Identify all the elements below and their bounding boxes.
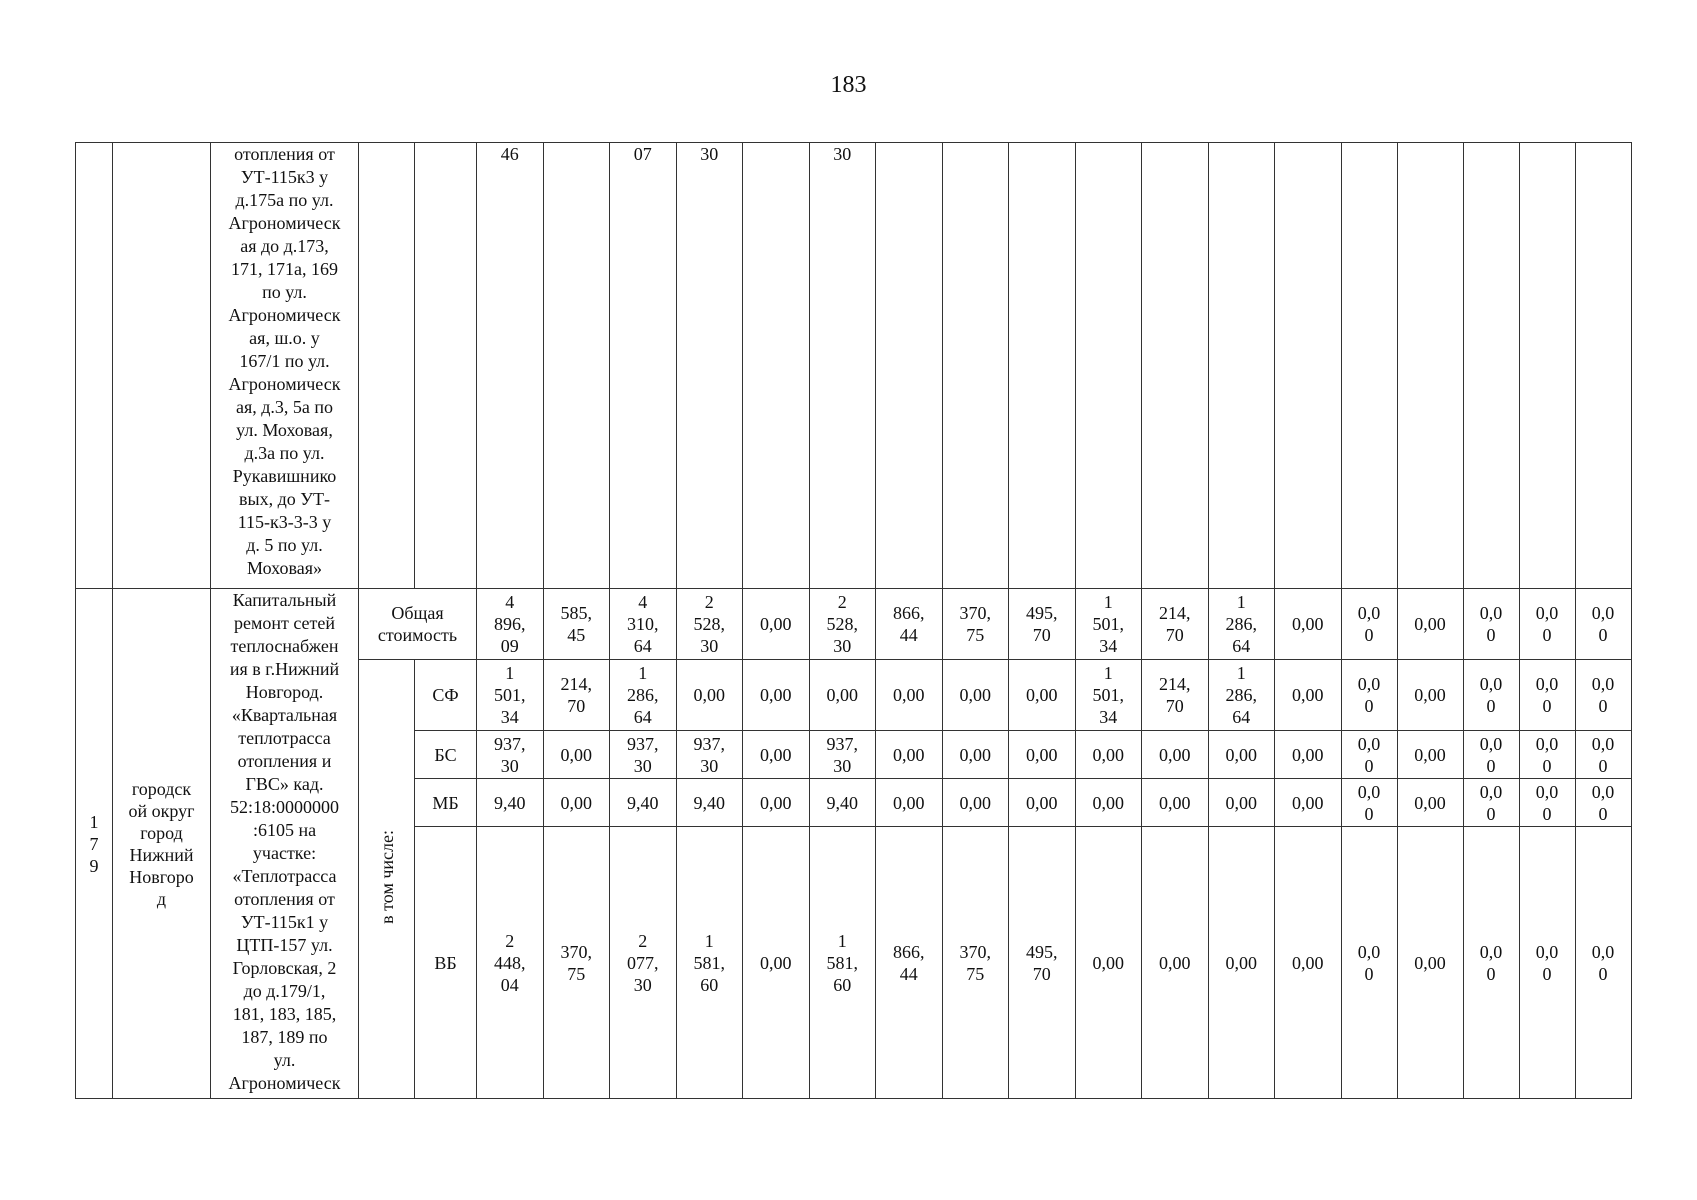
municipality-cell <box>113 143 211 589</box>
source-value: 214, 70 <box>543 660 610 731</box>
source-value: 0,00 <box>1075 827 1142 1099</box>
source-value: 0,00 <box>1208 731 1275 779</box>
source-value: 0,00 <box>1142 827 1209 1099</box>
description-cell: отопления от УТ-115к3 у д.175а по ул. Агрономическ ая до д.173, 171, 171а, 169 по ул. Агрономическ ая, ш.о. у 167/1 по ул. Агрономическ ая, д.3, 5а по ул. Моховая, д.3а по ул. Рукавишнико вых, до УТ- 115-к3-3-3 у д. 5 по ул. Моховая» <box>211 143 359 589</box>
source-value: 0,00 <box>1009 779 1076 827</box>
continuation-row <box>76 143 1632 589</box>
source-value: 1 286, 64 <box>1208 660 1275 731</box>
page-number: 183 <box>830 72 867 98</box>
value-cell <box>1575 143 1631 589</box>
value-cell <box>1142 143 1209 589</box>
source-value: 0,00 <box>1397 827 1463 1099</box>
value-cell: 46 <box>477 143 544 589</box>
source-code-cell <box>415 143 477 589</box>
source-value: 0,00 <box>1397 731 1463 779</box>
total-value: 2 528, 30 <box>809 589 876 660</box>
source-code: ВБ <box>415 827 477 1099</box>
total-row <box>76 589 1632 660</box>
total-value: 0,00 <box>1397 589 1463 660</box>
source-value: 0,00 <box>1208 779 1275 827</box>
source-value: 0,00 <box>1009 731 1076 779</box>
value-cell <box>1009 143 1076 589</box>
number-cell <box>76 143 113 589</box>
source-value: 0,00 <box>1275 827 1342 1099</box>
source-value: 0,00 <box>743 827 810 1099</box>
value-cell <box>1208 143 1275 589</box>
total-value: 866, 44 <box>876 589 943 660</box>
source-code: СФ <box>415 660 477 731</box>
source-code: БС <box>415 731 477 779</box>
total-value: 0,0 0 <box>1575 589 1631 660</box>
value-cell <box>942 143 1009 589</box>
source-value: 0,00 <box>1142 731 1209 779</box>
source-value: 937, 30 <box>809 731 876 779</box>
value-cell <box>1275 143 1342 589</box>
source-value: 495, 70 <box>1009 827 1076 1099</box>
total-value: 585, 45 <box>543 589 610 660</box>
source-group-cell <box>359 143 415 589</box>
source-value: 937, 30 <box>477 731 544 779</box>
source-value: 0,0 0 <box>1463 779 1519 827</box>
source-value: 0,00 <box>743 731 810 779</box>
total-value: 214, 70 <box>1142 589 1209 660</box>
total-value: 4 896, 09 <box>477 589 544 660</box>
source-value: 214, 70 <box>1142 660 1209 731</box>
source-value: 9,40 <box>809 779 876 827</box>
value-cell <box>1463 143 1519 589</box>
including-label: в том числе: <box>376 829 397 924</box>
total-value: 2 528, 30 <box>676 589 743 660</box>
including-label-cell <box>359 660 415 1099</box>
source-value: 0,00 <box>1142 779 1209 827</box>
total-value: 0,0 0 <box>1341 589 1397 660</box>
source-value: 0,0 0 <box>1463 731 1519 779</box>
source-value: 9,40 <box>477 779 544 827</box>
source-value: 2 077, 30 <box>610 827 677 1099</box>
total-value: 0,00 <box>1275 589 1342 660</box>
source-value: 370, 75 <box>543 827 610 1099</box>
source-value: 0,00 <box>1275 660 1342 731</box>
project-description: Капитальный ремонт сетей теплоснабжен ия в г.Нижний Новгород. «Квартальная теплотрасса отопления и ГВС» кад. 52:18:0000000 :6105 на участке: «Теплотрасса отопления от УТ-115к1 у ЦТП-157 ул. Горловская, 2 до д.179/1, 181, 183, 185, 187, 189 по ул. Агрономическ <box>211 589 359 1099</box>
value-cell <box>743 143 810 589</box>
total-value: 1 286, 64 <box>1208 589 1275 660</box>
source-value: 0,0 0 <box>1519 731 1575 779</box>
source-value: 0,0 0 <box>1575 660 1631 731</box>
source-value: 0,00 <box>676 660 743 731</box>
source-value: 0,00 <box>1208 827 1275 1099</box>
value-cell <box>543 143 610 589</box>
source-value: 0,0 0 <box>1519 827 1575 1099</box>
total-value: 495, 70 <box>1009 589 1076 660</box>
total-value: 0,0 0 <box>1519 589 1575 660</box>
source-value: 0,0 0 <box>1575 779 1631 827</box>
source-value: 370, 75 <box>942 827 1009 1099</box>
source-value: 0,00 <box>942 731 1009 779</box>
value-cell: 30 <box>809 143 876 589</box>
source-value: 2 448, 04 <box>477 827 544 1099</box>
source-value: 0,00 <box>1075 779 1142 827</box>
total-value: 4 310, 64 <box>610 589 677 660</box>
source-value: 866, 44 <box>876 827 943 1099</box>
source-value: 0,00 <box>1275 731 1342 779</box>
value-cell <box>1519 143 1575 589</box>
value-cell <box>1397 143 1463 589</box>
source-value: 0,00 <box>1009 660 1076 731</box>
source-value: 0,00 <box>942 779 1009 827</box>
source-value: 0,0 0 <box>1519 660 1575 731</box>
source-value: 0,00 <box>876 731 943 779</box>
value-cell: 30 <box>676 143 743 589</box>
entry-number: 1 7 9 <box>76 589 113 1099</box>
total-value: 0,00 <box>743 589 810 660</box>
source-value: 0,0 0 <box>1463 660 1519 731</box>
budget-table <box>75 142 1632 1099</box>
source-value: 0,0 0 <box>1341 660 1397 731</box>
source-value: 0,00 <box>809 660 876 731</box>
source-value: 0,0 0 <box>1341 731 1397 779</box>
source-code: МБ <box>415 779 477 827</box>
source-value: 0,0 0 <box>1341 779 1397 827</box>
total-value: 0,0 0 <box>1463 589 1519 660</box>
value-cell <box>876 143 943 589</box>
total-cost-label: Общая стоимость <box>359 589 477 660</box>
source-value: 0,00 <box>1397 779 1463 827</box>
total-value: 370, 75 <box>942 589 1009 660</box>
source-value: 937, 30 <box>610 731 677 779</box>
source-value: 1 501, 34 <box>1075 660 1142 731</box>
source-value: 0,00 <box>876 660 943 731</box>
source-value: 1 581, 60 <box>676 827 743 1099</box>
source-value: 0,00 <box>1397 660 1463 731</box>
source-value: 1 581, 60 <box>809 827 876 1099</box>
source-value: 0,00 <box>942 660 1009 731</box>
source-value: 0,0 0 <box>1575 731 1631 779</box>
source-value: 937, 30 <box>676 731 743 779</box>
source-value: 0,0 0 <box>1341 827 1397 1099</box>
source-value: 9,40 <box>676 779 743 827</box>
value-cell <box>1075 143 1142 589</box>
value-cell: 07 <box>610 143 677 589</box>
source-value: 1 286, 64 <box>610 660 677 731</box>
source-value: 9,40 <box>610 779 677 827</box>
total-value: 1 501, 34 <box>1075 589 1142 660</box>
source-value: 0,0 0 <box>1463 827 1519 1099</box>
source-value: 0,00 <box>743 660 810 731</box>
source-value: 0,00 <box>1275 779 1342 827</box>
source-value: 0,00 <box>876 779 943 827</box>
municipality-name: городск ой округ город Нижний Новгоро д <box>113 589 211 1099</box>
source-value: 0,00 <box>1075 731 1142 779</box>
source-value: 0,0 0 <box>1519 779 1575 827</box>
value-cell <box>1341 143 1397 589</box>
source-value: 0,00 <box>743 779 810 827</box>
source-value: 0,00 <box>543 731 610 779</box>
source-value: 0,0 0 <box>1575 827 1631 1099</box>
source-value: 1 501, 34 <box>477 660 544 731</box>
source-value: 0,00 <box>543 779 610 827</box>
